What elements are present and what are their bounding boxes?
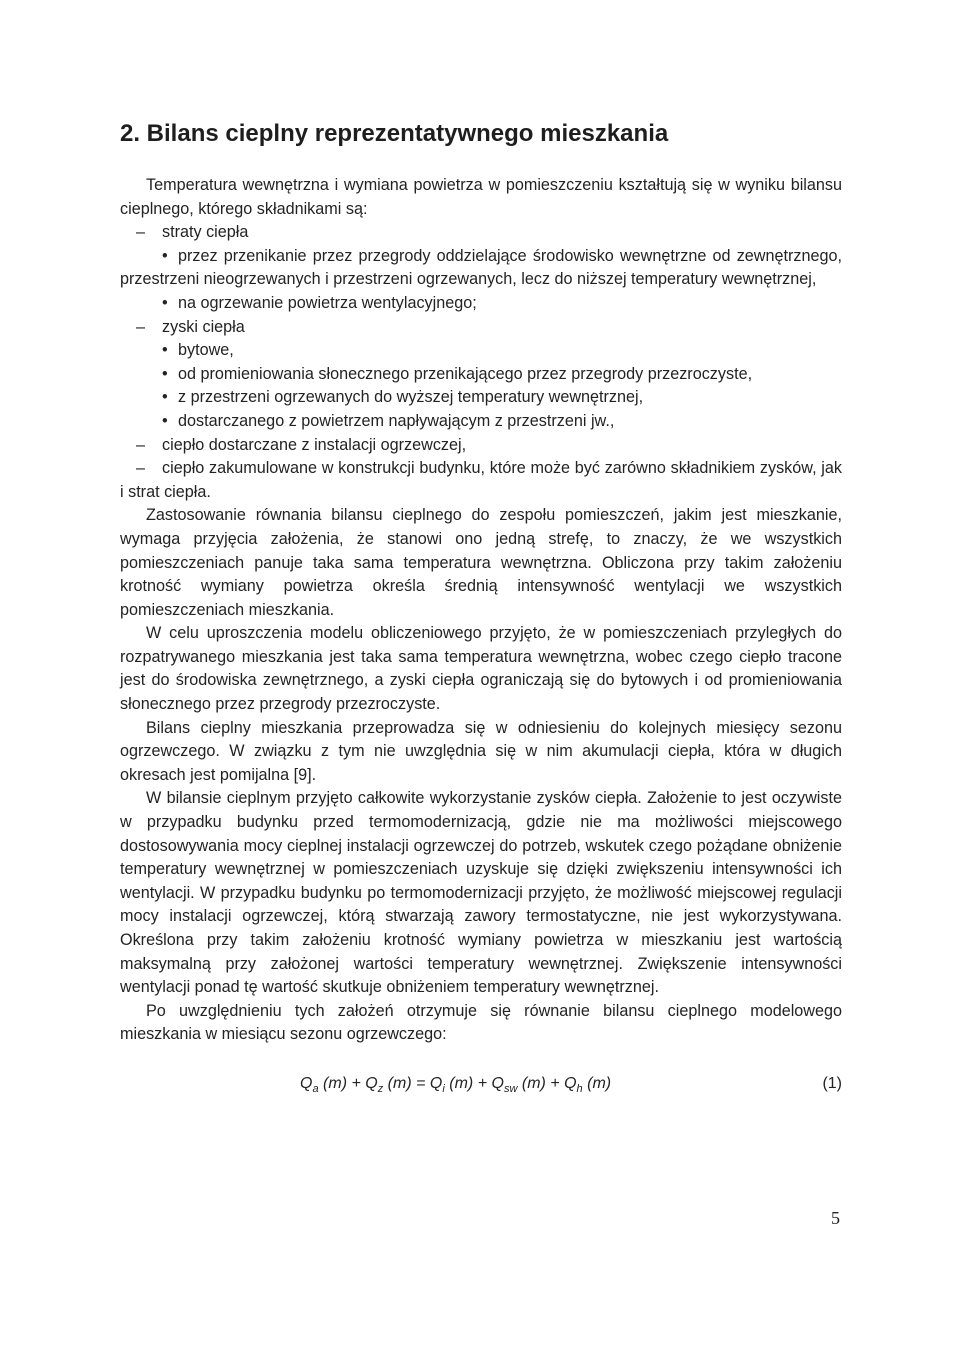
list-item-gains: – zyski ciepła xyxy=(120,316,842,340)
list-item-heating: – ciepło dostarczane z instalacji ogrzewczej, xyxy=(120,434,842,458)
paragraph-equation-intro: Po uwzględnieniu tych założeń otrzymuje się równanie bilansu cieplnego modelowego mieszkania w miesiącu sezonu ogrzewczego: xyxy=(120,1001,842,1044)
section-heading: 2. Bilans cieplny reprezentatywnego mieszkania xyxy=(120,120,669,147)
document-page xyxy=(120,120,842,1107)
intro-paragraph: Temperatura wewnętrzna i wymiana powietrza w pomieszczeniu kształtują się w wyniku bilansu cieplnego, którego składnikami są: xyxy=(120,176,842,218)
list-subitem-gains-internal: • bytowe, xyxy=(120,339,842,363)
list-subitem-gains-solar: • od promieniowania słonecznego przenikającego przez przegrody przezroczyste, xyxy=(120,363,842,387)
list-item-stored: – ciepło zakumulowane w konstrukcji budynku, które może być zarówno składnikiem zysków, jak i strat ciepła. xyxy=(120,457,842,504)
body-text xyxy=(120,174,842,1047)
balance-equation xyxy=(120,1067,842,1107)
list-subitem-gains-air: • dostarczanego z powietrzem napływającym z przestrzeni jw., xyxy=(120,410,842,434)
list-subitem-losses-transmission: • przez przenikanie przez przegrody oddzielające środowisko wewnętrzne od zewnętrznego, przestrzeni nieogrzewanych i przestrzeni ogrzewanych, lecz do niższej temperatury wewnętrznej, xyxy=(120,245,842,292)
paragraph-monthly-balance: Bilans cieplny mieszkania przeprowadza się w odniesieniu do kolejnych miesięcy sezonu ogrzewczego. W związku z tym nie uwzględnia się w nim akumulacji ciepła, która w długich okresach jest pomijalna [9]. xyxy=(120,718,842,784)
paragraph-simplification: W celu uproszczenia modelu obliczeniowego przyjęto, że w pomieszczeniach przyległych do rozpatrywanego mieszkania jest taka sama temperatura wewnętrzna, wobec czego ciepło tracone jest do środowiska zewnętrznego, a zyski ciepła ograniczają się do bytowych i od promieniowania słonecznego przez przegrody przezroczyste. xyxy=(120,624,842,714)
paragraph-zone-assumption: Zastosowanie równania bilansu cieplnego do zespołu pomieszczeń, jakim jest mieszkanie, wymaga przyjęcia założenia, że stanowi ono jedną strefę, to znaczy, że we wszystkich pomieszczeniach panuje taka sama temperatura wewnętrzna. Obliczona przy takim założeniu krotność wymiany powietrza określa średnią intensywność wentylacji we wszystkich pomieszczeniach mieszkania. xyxy=(120,506,842,619)
equation-body: $Q_a$ $(m) + Q_z$ $(m) = Q_i$ $(m) + Q_{sw}$ $(m) + Q_h$ (m) xyxy=(300,1074,612,1096)
equation-number: (1) xyxy=(822,1074,842,1092)
list-subitem-gains-warmer-spaces: • z przestrzeni ogrzewanych do wyższej temperatury wewnętrznej, xyxy=(120,386,842,410)
page-number: 5 xyxy=(831,1208,840,1228)
list-item-losses: – straty ciepła xyxy=(120,221,842,245)
list-subitem-losses-ventilation: • na ogrzewanie powietrza wentylacyjnego; xyxy=(120,292,842,316)
paragraph-gains-utilisation: W bilansie cieplnym przyjęto całkowite wykorzystanie zysków ciepła. Założenie to jest oczywiste w przypadku budynku przed termomodernizacją, gdzie nie ma możliwości miejscowego dostosowywania mocy cieplnej instalacji ogrzewczej do potrzeb, wskutek czego pożądane obniżenie temperatury wewnętrznej w pomieszczeniach uzyskuje się dzięki zwiększeniu intensywności ich wentylacji. W przypadku budynku po termomodernizacji przyjęto, że możliwość miejscowej regulacji mocy instalacji ogrzewczej, którą stwarzają zawory termostatyczne, nie jest wykorzystywana. Określona przy takim założeniu krotność wymiany powietrza w mieszkaniu jest wartością maksymalną przy założonej wartości temperatury wewnętrznej. Zwiększenie intensywności wentylacji ponad tę wartość skutkuje obniżeniem temperatury wewnętrznej. xyxy=(120,789,842,997)
